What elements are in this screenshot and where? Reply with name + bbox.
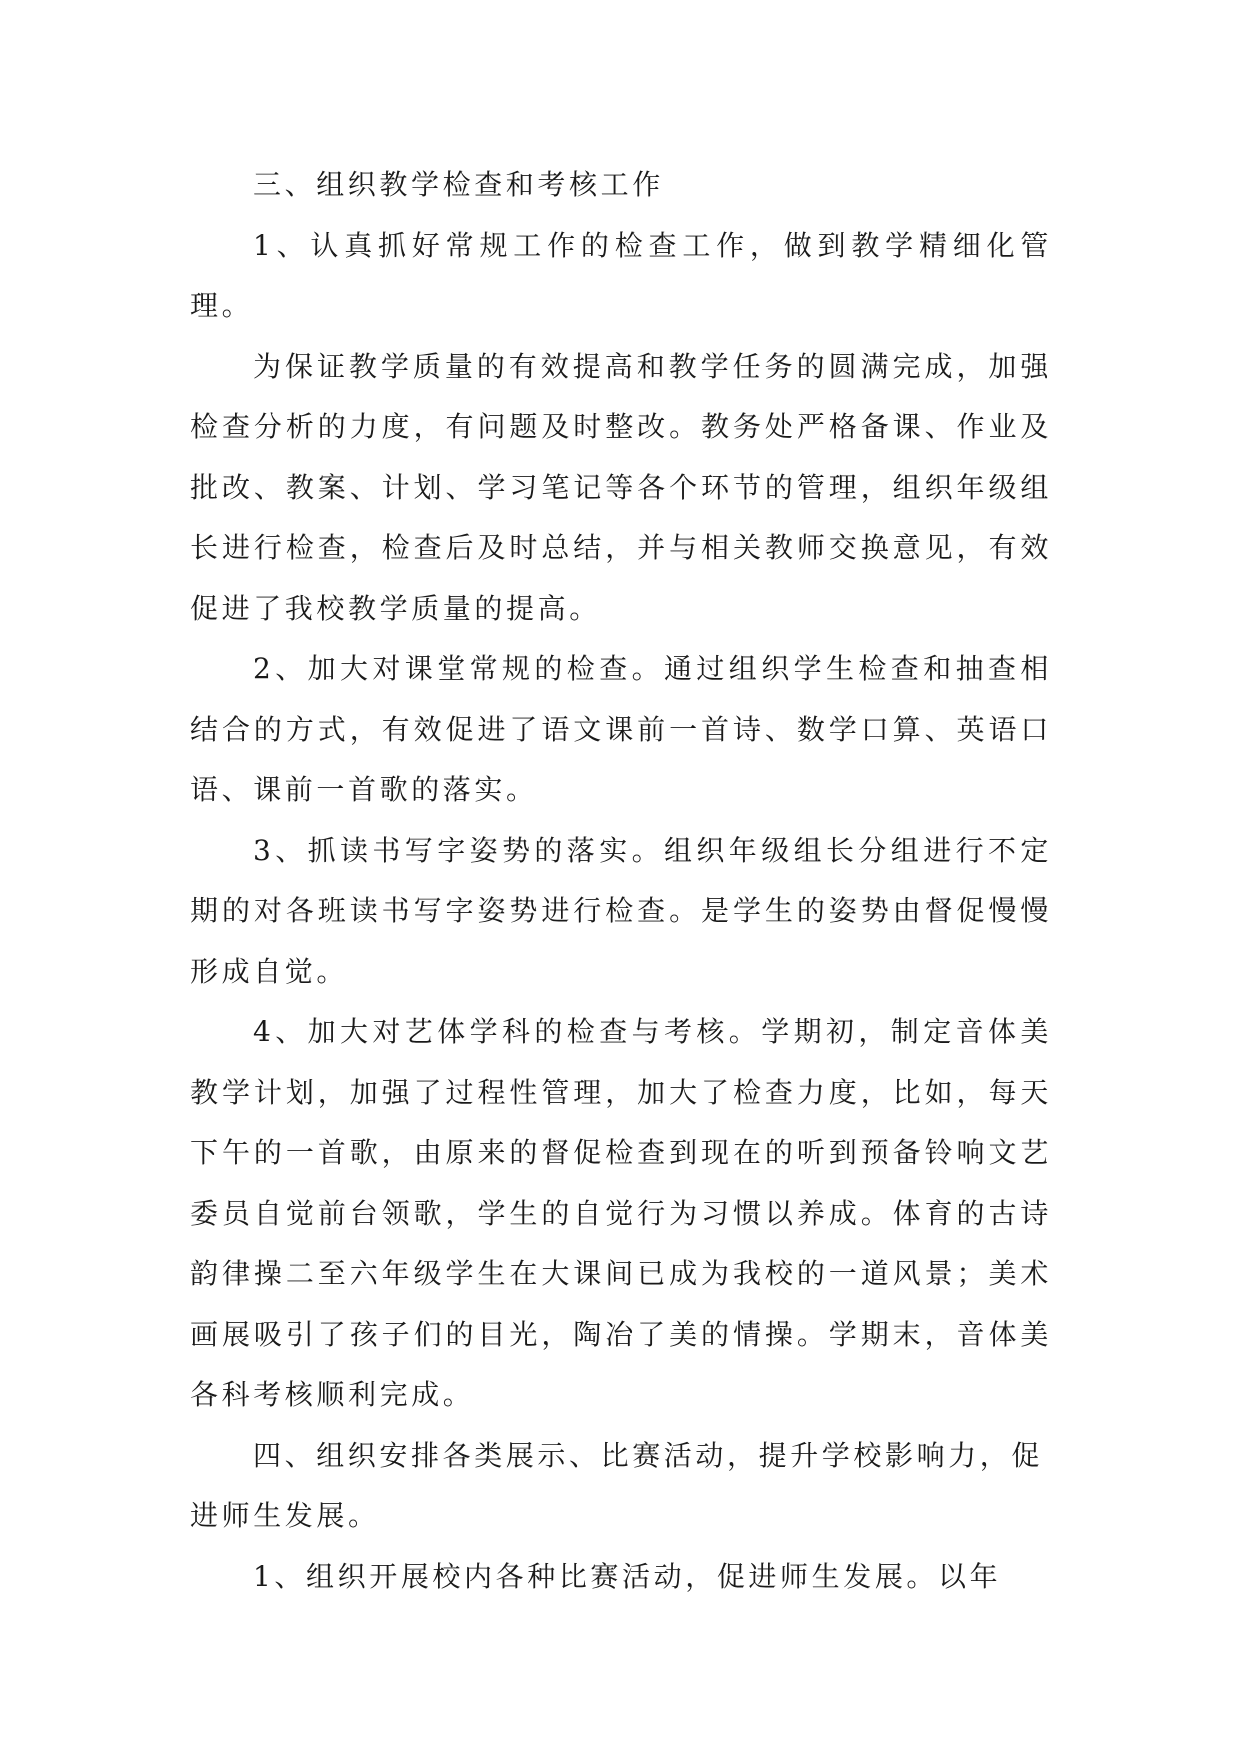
paragraph-item-1: 1、认真抓好常规工作的检查工作，做到教学精细化管理。 [190, 228, 1052, 322]
paragraph-item-2: 2、加大对课堂常规的检查。通过组织学生检查和抽查相结合的方式，有效促进了语文课前一首诗、数学口算、英语口语、课前一首歌的落实。 [190, 652, 1052, 806]
section-heading-3: 三、组织教学检查和考核工作 [253, 168, 664, 201]
section-heading-4: 四、组织安排各类展示、比赛活动，提升学校影响力，促进师生发展。 [190, 1438, 1044, 1532]
paragraph-body-1: 为保证教学质量的有效提高和教学任务的圆满完成，加强检查分析的力度，有问题及时整改。教务处严格备课、作业及批改、教案、计划、学习笔记等各个环节的管理，组织年级组长进行检查，检查后及时总结，并与相关教师交换意见，有效促进了我校教学质量的提高。 [190, 349, 1052, 625]
paragraph-item-3: 3、抓读书写字姿势的落实。组织年级组长分组进行不定期的对各班读书写字姿势进行检查。是学生的姿势由督促慢慢形成自觉。 [190, 833, 1052, 988]
paragraph-item-4: 4、加大对艺体学科的检查与考核。学期初，制定音体美教学计划，加强了过程性管理，加大了检查力度，比如，每天下午的一首歌，由原来的督促检查到现在的听到预备铃响文艺委员自觉前台领歌，学生的自觉行为习惯以养成。体育的古诗韵律操二至六年级学生在大课间已成为我校的一道风景；美术画展吸引了孩子们的目光，陶冶了美的情操。学期末，音体美各科考核顺利完成。 [190, 1015, 1052, 1411]
document-page [190, 155, 1052, 1607]
paragraph-item-4-1: 1、组织开展校内各种比赛活动，促进师生发展。以年 [253, 1559, 1002, 1593]
